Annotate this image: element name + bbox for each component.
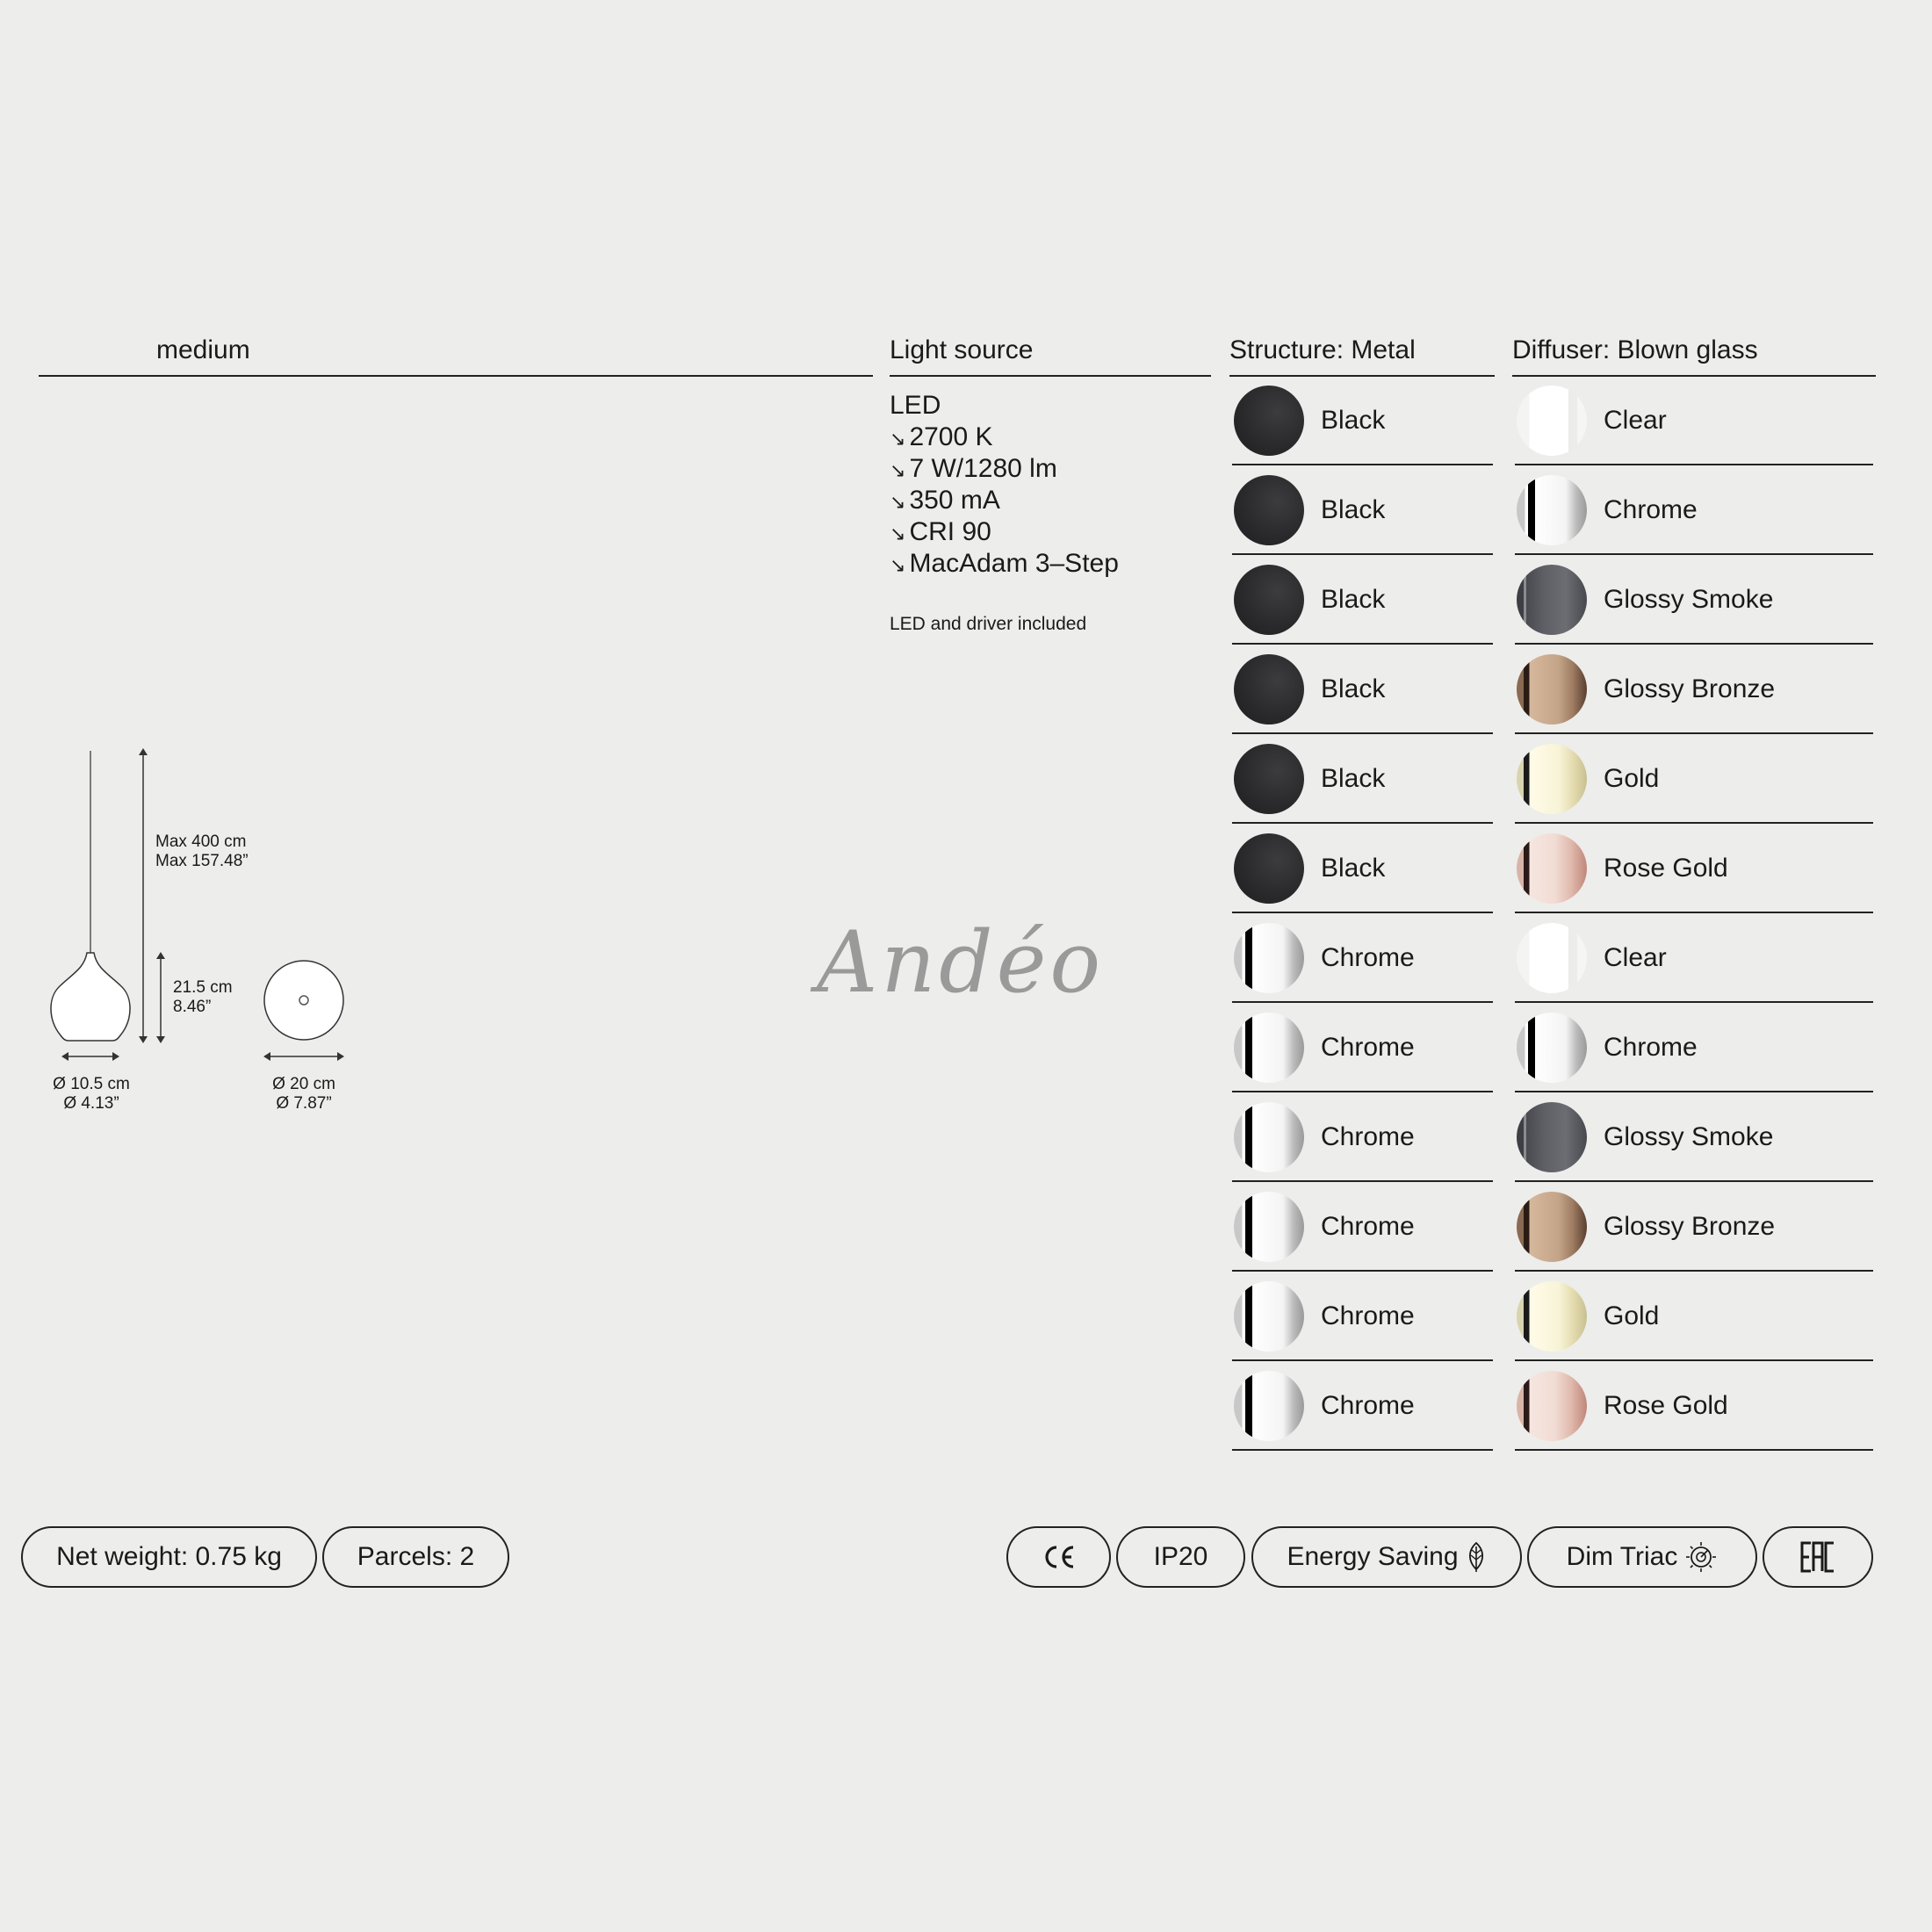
finish-swatch <box>1234 475 1304 545</box>
finish-label: Chrome <box>1604 495 1698 524</box>
finish-label: Black <box>1321 764 1386 793</box>
cable-length: Max 400 cm Max 157.48” <box>155 833 249 870</box>
finish-option-row <box>1515 1272 1873 1361</box>
leaf-icon <box>1466 1541 1487 1573</box>
finish-option-row <box>1515 824 1873 913</box>
finish-label: Chrome <box>1321 1391 1415 1420</box>
finish-swatch <box>1517 1192 1587 1262</box>
brand-logo-watermark: Andéo <box>817 913 1105 1012</box>
spec-item: ↘ CRI 90 <box>890 517 991 546</box>
divider <box>39 375 873 377</box>
finish-option-row <box>1232 645 1493 734</box>
finish-label: Chrome <box>1321 943 1415 972</box>
finish-option-row <box>1515 734 1873 824</box>
finish-option-row <box>1515 1361 1873 1451</box>
spec-item: ↘ 2700 K <box>890 422 993 451</box>
finish-label: Chrome <box>1321 1212 1415 1241</box>
finish-label: Glossy Smoke <box>1604 1122 1774 1151</box>
finish-swatch <box>1234 833 1304 904</box>
finish-swatch <box>1517 1281 1587 1352</box>
finish-label: Glossy Smoke <box>1604 585 1774 614</box>
finish-swatch <box>1234 1013 1304 1083</box>
finish-label: Rose Gold <box>1604 1391 1728 1420</box>
finish-swatch <box>1517 1013 1587 1083</box>
spec-item: ↘ 7 W/1280 lm <box>890 454 1057 483</box>
finish-swatch <box>1234 923 1304 993</box>
finish-swatch <box>1517 475 1587 545</box>
finish-option-row <box>1232 824 1493 913</box>
finish-option-row <box>1515 376 1873 465</box>
arrow-down-right-icon: ↘ <box>890 428 906 450</box>
eac-mark-badge <box>1763 1526 1873 1588</box>
finish-swatch <box>1517 565 1587 635</box>
finish-label: Black <box>1321 495 1386 524</box>
finish-label: Black <box>1321 406 1386 435</box>
finish-option-row <box>1515 913 1873 1003</box>
arrow-down-right-icon: ↘ <box>890 459 906 481</box>
diffuser-diameter: Ø 10.5 cm Ø 4.13” <box>53 1075 130 1113</box>
finish-label: Chrome <box>1321 1033 1415 1062</box>
finish-label: Gold <box>1604 1301 1660 1330</box>
divider <box>890 375 1211 377</box>
net-weight-badge: Net weight: 0.75 kg <box>21 1526 317 1588</box>
finish-label: Chrome <box>1604 1033 1698 1062</box>
finish-label: Chrome <box>1321 1122 1415 1151</box>
finish-label: Clear <box>1604 406 1667 435</box>
finish-swatch <box>1234 654 1304 724</box>
finish-swatch <box>1234 744 1304 814</box>
arrow-down-right-icon: ↘ <box>890 491 906 513</box>
eac-mark-icon <box>1800 1539 1835 1575</box>
finish-swatch <box>1234 1281 1304 1352</box>
energy-saving-badge: Energy Saving <box>1251 1526 1522 1588</box>
lamp-dimension-drawing <box>35 738 351 1124</box>
spec-item: ↘ 350 mA <box>890 486 1000 515</box>
finish-label: Gold <box>1604 764 1660 793</box>
ip-rating-badge: IP20 <box>1116 1526 1245 1588</box>
finish-option-row <box>1232 555 1493 645</box>
finish-option-row <box>1232 465 1493 555</box>
finish-swatch <box>1234 1192 1304 1262</box>
finish-label: Clear <box>1604 943 1667 972</box>
finish-label: Black <box>1321 674 1386 703</box>
finish-swatch <box>1234 565 1304 635</box>
finish-swatch <box>1234 1102 1304 1172</box>
arrow-down-right-icon: ↘ <box>890 554 906 576</box>
finish-swatch <box>1517 386 1587 456</box>
finish-label: Glossy Bronze <box>1604 1212 1776 1241</box>
finish-option-row <box>1232 913 1493 1003</box>
arrow-down-right-icon: ↘ <box>890 523 906 544</box>
finish-swatch <box>1517 1371 1587 1441</box>
finish-swatch <box>1517 833 1587 904</box>
light-source-heading: Light source <box>890 335 1034 364</box>
dimmer-icon <box>1684 1540 1718 1574</box>
dim-triac-badge: Dim Triac <box>1527 1526 1757 1588</box>
finish-option-row <box>1515 645 1873 734</box>
diffuser-heading: Diffuser: Blown glass <box>1512 335 1758 364</box>
finish-swatch <box>1234 386 1304 456</box>
structure-heading: Structure: Metal <box>1229 335 1416 364</box>
finish-swatch <box>1517 744 1587 814</box>
finish-label: Chrome <box>1321 1301 1415 1330</box>
finish-option-row <box>1515 1092 1873 1182</box>
light-source-note: LED and driver included <box>890 614 1087 634</box>
finish-label: Rose Gold <box>1604 854 1728 883</box>
finish-label: Glossy Bronze <box>1604 674 1776 703</box>
finish-option-row <box>1232 734 1493 824</box>
spec-item: ↘ MacAdam 3–Step <box>890 549 1119 578</box>
lamp-height: 21.5 cm 8.46” <box>173 978 233 1016</box>
finish-option-row <box>1232 1182 1493 1272</box>
finish-option-row <box>1232 376 1493 465</box>
finish-option-row <box>1515 1003 1873 1092</box>
finish-option-row <box>1232 1092 1493 1182</box>
finish-label: Black <box>1321 854 1386 883</box>
ce-mark-icon <box>1042 1543 1077 1571</box>
finish-label: Black <box>1321 585 1386 614</box>
finish-option-row <box>1232 1361 1493 1451</box>
size-label: medium <box>156 335 250 364</box>
finish-option-row <box>1232 1003 1493 1092</box>
finish-swatch <box>1517 1102 1587 1172</box>
finish-option-row <box>1515 555 1873 645</box>
finish-option-row <box>1232 1272 1493 1361</box>
finish-option-row <box>1515 465 1873 555</box>
parcels-badge: Parcels: 2 <box>322 1526 509 1588</box>
canopy-diameter: Ø 20 cm Ø 7.87” <box>272 1075 335 1113</box>
finish-swatch <box>1517 654 1587 724</box>
light-type: LED <box>890 391 941 420</box>
finish-swatch <box>1517 923 1587 993</box>
ce-mark-badge <box>1006 1526 1111 1588</box>
finish-option-row <box>1515 1182 1873 1272</box>
finish-swatch <box>1234 1371 1304 1441</box>
